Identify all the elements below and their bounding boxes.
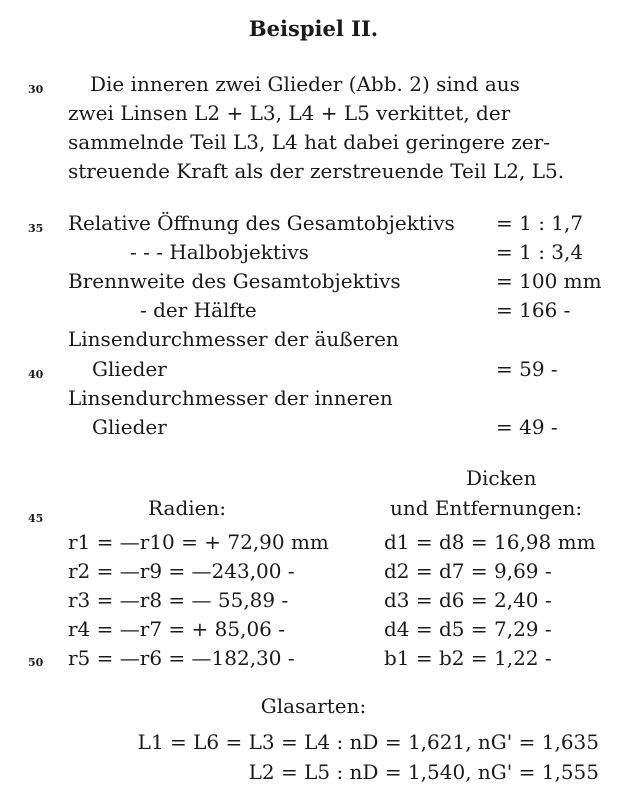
spec-value: = 100 mm bbox=[496, 269, 602, 293]
thickness-row: b1 = b2 = 1,22 - bbox=[384, 646, 552, 670]
spec-value: = 1 : 1,7 bbox=[496, 211, 584, 235]
thickness-row: d2 = d7 = 9,69 - bbox=[384, 559, 552, 583]
spec-label: - - - Halbobjektivs bbox=[130, 240, 309, 264]
thickness-row: d4 = d5 = 7,29 - bbox=[384, 617, 552, 641]
paragraph-line-1: Die inneren zwei Glieder (Abb. 2) sind aus bbox=[90, 72, 520, 96]
spec-value: = 49 - bbox=[496, 415, 558, 439]
line-number-50: 50 bbox=[28, 656, 44, 669]
thickness-row: d1 = d8 = 16,98 mm bbox=[384, 530, 596, 554]
paragraph-line-2: zwei Linsen L2 + L3, L4 + L5 verkittet, der bbox=[68, 101, 511, 125]
radius-row: r2 = —r9 = —243,00 - bbox=[68, 559, 295, 583]
paragraph-line-4: streuende Kraft als der zerstreuende Teil L2, L5. bbox=[68, 159, 565, 183]
paragraph-line-3: sammelnde Teil L3, L4 hat dabei geringere zer- bbox=[68, 130, 550, 154]
spec-value: = 59 - bbox=[496, 357, 558, 381]
radius-row: r5 = —r6 = —182,30 - bbox=[68, 646, 295, 670]
glass-line-2: L2 = L5 : nD = 1,540, nG' = 1,555 bbox=[248, 760, 599, 784]
radien-header: Radien: bbox=[148, 496, 227, 520]
line-number-35: 35 bbox=[28, 222, 44, 235]
radius-row: r1 = —r10 = + 72,90 mm bbox=[68, 530, 329, 554]
line-number-30: 30 bbox=[28, 83, 44, 96]
radius-row: r4 = —r7 = + 85,06 - bbox=[68, 617, 286, 641]
dicken-header: Dicken bbox=[466, 466, 537, 490]
spec-label: Glieder bbox=[92, 415, 167, 439]
spec-label: Linsendurchmesser der inneren bbox=[68, 386, 393, 410]
spec-value: = 1 : 3,4 bbox=[496, 240, 584, 264]
spec-label: Glieder bbox=[92, 357, 167, 381]
glasarten-title: Glasarten: bbox=[260, 694, 367, 718]
spec-label: Brennweite des Gesamtobjektivs bbox=[68, 269, 401, 293]
glass-line-1: L1 = L6 = L3 = L4 : nD = 1,621, nG' = 1,635 bbox=[137, 730, 599, 754]
spec-label: Linsendurchmesser der äußeren bbox=[68, 327, 399, 351]
spec-value: = 166 - bbox=[496, 298, 571, 322]
entfernungen-header: und Entfernungen: bbox=[390, 496, 583, 520]
spec-label: - der Hälfte bbox=[140, 298, 257, 322]
spec-label: Relative Öffnung des Gesamtobjektivs bbox=[68, 211, 455, 235]
radius-row: r3 = —r8 = — 55,89 - bbox=[68, 588, 289, 612]
line-number-40: 40 bbox=[28, 368, 44, 381]
thickness-row: d3 = d6 = 2,40 - bbox=[384, 588, 552, 612]
section-title: Beispiel II. bbox=[248, 16, 379, 41]
line-number-45: 45 bbox=[28, 512, 44, 525]
